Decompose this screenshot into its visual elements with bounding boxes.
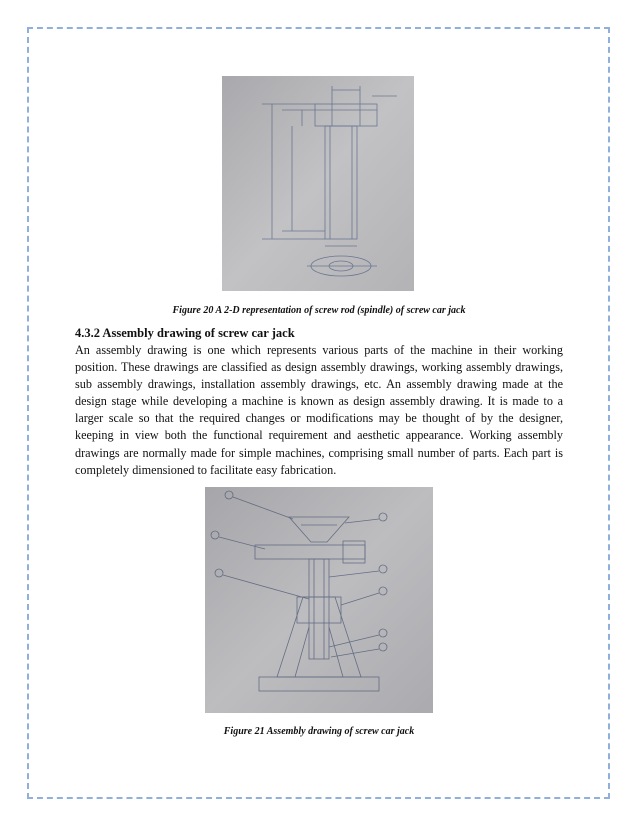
screw-rod-drawing-image [222,76,414,291]
body-paragraph: An assembly drawing is one which represents various parts of the machine in their working position. These drawings are classified as design assembly drawings, working assembly drawings, sub assembly drawings, installation assembly drawings, etc. An assembly drawing made at the design stage while developing a machine is known as design assembly drawing. It is made to a larger scale so that the required changes or modifications may be thought of by the designer, keeping in view both the functional requirement and aesthetic appearance. Working assembly drawings are normally made for simple machines, comprising small number of parts. Each part is completely dimensioned to facilitate easy fabrication. [75,343,563,477]
section-heading: 4.3.2 Assembly drawing of screw car jack [75,326,295,340]
figure-21-caption: Figure 21 Assembly drawing of screw car jack [223,726,415,737]
assembly-drawing-image [205,487,433,713]
figure-20-caption: Figure 20 A 2-D representation of screw rod (spindle) of screw car jack [172,305,466,316]
